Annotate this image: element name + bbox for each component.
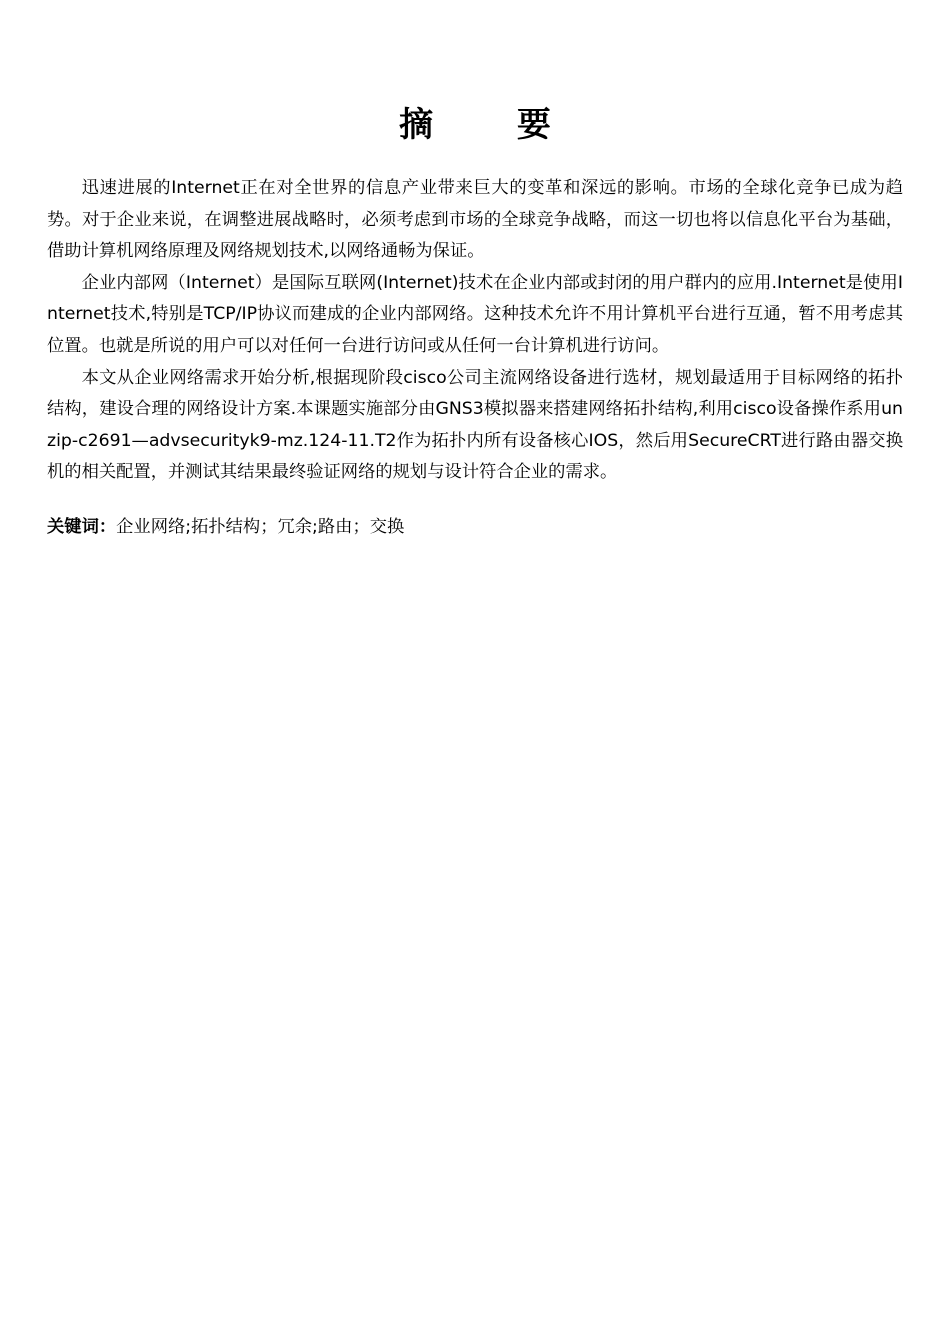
abstract-paragraph-3: 本文从企业网络需求开始分析,根据现阶段cisco公司主流网络设备进行选材，规划最适用于目标网络的拓扑结构，建设合理的网络设计方案.本课题实施部分由GNS3模拟器来搭建网络拓扑结构,利用cisco设备操作系用unzip-c2691—advsecurityk9-mz.124-11.T2作为拓扑内所有设备核心IOS，然后用SecureCRT进行路由器交换机的相关配置，并测试其结果最终验证网络的规划与设计符合企业的需求。	[47, 367, 903, 483]
abstract-body	[47, 173, 903, 489]
keywords-line	[47, 512, 903, 542]
abstract-paragraph-2: 企业内部网（Internet）是国际互联网(Internet)技术在企业内部或封闭的用户群内的应用.Internet是使用Internet技术,特别是TCP/IP协议而建成的企业内部网络。这种技术允许不用计算机平台进行互通，暂不用考虑其位置。也就是所说的用户可以对任何一台进行访问或从任何一台计算机进行访问。	[47, 272, 903, 356]
abstract-title: 摘 要	[399, 105, 587, 145]
keywords-value: 企业网络;拓扑结构；冗余;路由；交换	[116, 516, 405, 537]
abstract-paragraph-1: 迅速进展的Internet正在对全世界的信息产业带来巨大的变革和深远的影响。市场的全球化竞争已成为趋势。对于企业来说，在调整进展战略时，必须考虑到市场的全球竞争战略，而这一切也将以信息化平台为基础，借助计算机网络原理及网络规划技术,以网络通畅为保证。	[47, 178, 903, 262]
keywords-label: 关键词：	[47, 516, 117, 537]
